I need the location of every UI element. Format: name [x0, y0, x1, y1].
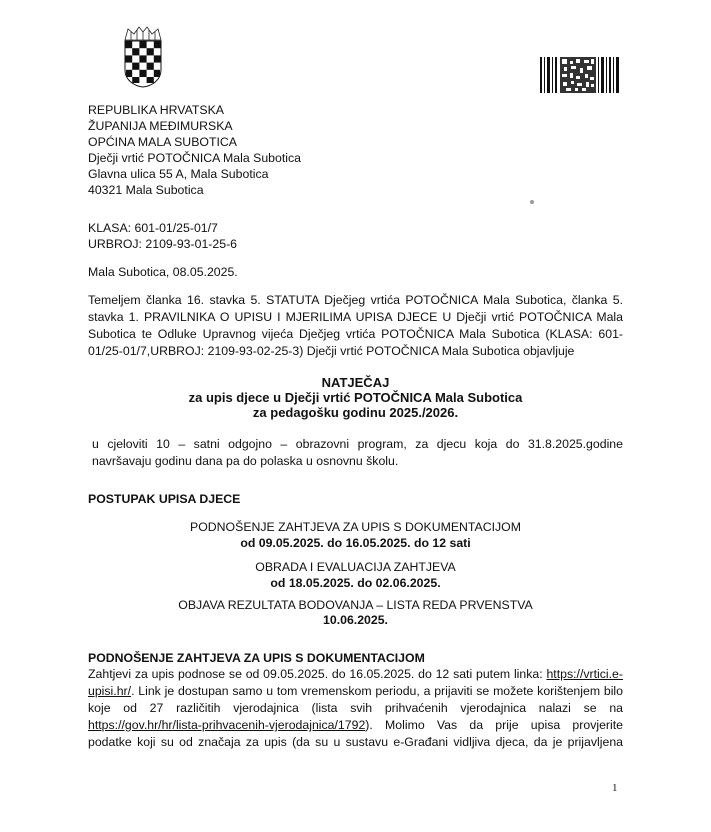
- program-paragraph: [92, 436, 623, 470]
- submission-line: [88, 666, 623, 683]
- step-date: 10.06.2025.: [323, 613, 388, 627]
- preamble-line: 01/25-01/7,URBROJ: 2109-93-02-25-3) Dječji vrtić POTOČNICA Mala Subotica objavljuje: [88, 344, 575, 358]
- preamble-line: Subotica te Odluke Upravnog vijeća Dječjeg vrtića POTOČNICA Mala Subotica (KLASA: 601-: [88, 327, 623, 341]
- eupisi-link[interactable]: https://vrtici.e-: [546, 667, 623, 681]
- place-date: Mala Subotica, 08.05.2025.: [88, 265, 238, 279]
- notice-subtitle: za upis djece u Dječji vrtić POTOČNICA Mala Subotica: [188, 390, 523, 405]
- preamble-line: stavka 1. PRAVILNIKA O UPISU I MJERILIMA UPISA DJECE U Dječji vrtić POTOČNICA Mala: [88, 310, 623, 324]
- credentials-list-link[interactable]: https://gov.hr/hr/lista-prihvacenih-vjerodajnica/1792: [88, 718, 366, 732]
- header-line: Glavna ulica 55 A, Mala Subotica: [88, 167, 269, 181]
- submission-text: ). Molimo Vas da prije upisa provjerite: [365, 718, 623, 732]
- program-line: navršavaju godinu dana pa do polaska u osnovnu školu.: [92, 454, 399, 468]
- submission-text: Zahtjevi za upis podnose se od 09.05.2025. do 16.05.2025. do 12 sati putem linka:: [88, 667, 547, 681]
- preamble-line: Temeljem članka 16. stavka 5. STATUTA Dječjeg vrtića POTOČNICA Mala Subotica, članka 5.: [88, 293, 623, 307]
- preamble-paragraph: [88, 292, 623, 360]
- step-date: od 09.05.2025. do 16.05.2025. do 12 sati: [240, 536, 471, 550]
- submission-text: . Link je dostupan samo u tom vremenskom periodu, a prijaviti se možete korištenjem bilo: [131, 684, 623, 698]
- page-number: 1: [612, 782, 618, 794]
- klasa-reference: KLASA: 601-01/25-01/7: [88, 221, 218, 235]
- step-date: od 18.05.2025. do 02.06.2025.: [270, 576, 441, 590]
- header-line: Dječji vrtić POTOČNICA Mala Subotica: [88, 151, 301, 165]
- croatian-coat-of-arms-icon: [122, 26, 164, 88]
- submission-line: podatke koji su od značaja za upis (da su u sustavu e-Građani vidljiva djeca, da je prijavljena: [88, 735, 623, 749]
- step-label: OBRADA I EVALUACIJA ZAHTJEVA: [255, 560, 456, 574]
- header-line: REPUBLIKA HRVATSKA: [88, 103, 224, 117]
- submission-heading: PODNOŠENJE ZAHTJEVA ZA UPIS S DOKUMENTACIJOM: [88, 651, 425, 665]
- program-line: u cjeloviti 10 – satni odgojno – obrazovni program, za djecu koja do 31.8.2025.godine: [92, 437, 623, 451]
- step-label: OBJAVA REZULTATA BODOVANJA – LISTA REDA PRVENSTVA: [178, 598, 533, 612]
- submission-paragraph: [88, 666, 623, 751]
- header-line: ŽUPANIJA MEĐIMURSKA: [88, 119, 233, 133]
- submission-line: koje od 27 različitih vjerodajnica (lista svih prihvaćenih vjerodajnica nalazi se na: [88, 701, 623, 715]
- notice-school-year: za pedagošku godinu 2025./2026.: [252, 405, 459, 420]
- scan-speck: [530, 200, 534, 204]
- submission-line: [88, 683, 623, 700]
- submission-line: [88, 717, 623, 734]
- header-line: 40321 Mala Subotica: [88, 183, 204, 197]
- barcode-icon: [540, 57, 620, 93]
- notice-title: NATJEČAJ: [321, 375, 390, 390]
- procedure-heading: POSTUPAK UPISA DJECE: [88, 492, 241, 506]
- urbroj-reference: URBROJ: 2109-93-01-25-6: [88, 237, 237, 251]
- eupisi-link[interactable]: upisi.hr/: [88, 684, 132, 698]
- step-label: PODNOŠENJE ZAHTJEVA ZA UPIS S DOKUMENTACIJOM: [190, 520, 521, 534]
- header-line: OPĆINA MALA SUBOTICA: [88, 135, 237, 149]
